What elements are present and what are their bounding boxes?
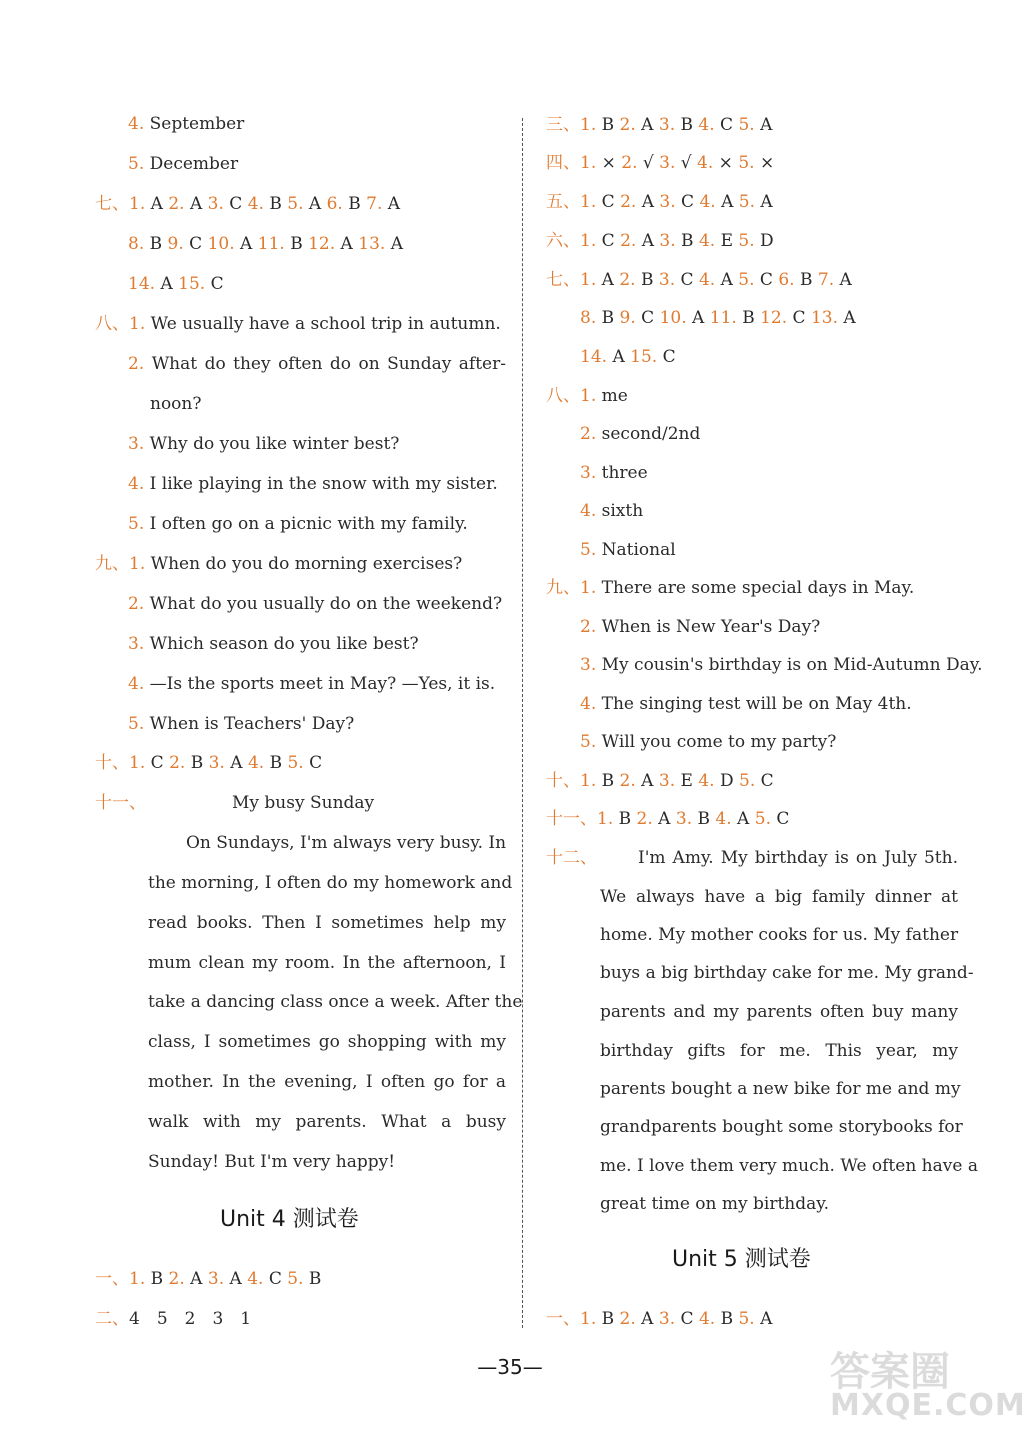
right-essay-line: grandparents bought some storybooks for	[600, 1117, 963, 1137]
unit4-heading: Unit 4 测试卷	[220, 1207, 359, 1232]
right-essay-line: We always have a big family dinner at	[600, 887, 958, 907]
right-q8-2: 2. second/2nd	[580, 424, 701, 444]
right-q8-1: 八、1. me	[546, 386, 628, 406]
right-q5: 五、1. C 2. A 3. C 4. A 5. A	[546, 192, 773, 212]
right-q12-label: 十二、	[546, 848, 597, 868]
left-q8-2: 2. What do they often do on Sunday after-	[128, 354, 506, 374]
watermark-top-text: 答案圈	[830, 1349, 950, 1395]
left-q8-4: 4. I like playing in the snow with my sister.	[128, 474, 498, 494]
left-q10: 十、1. C 2. B 3. A 4. B 5. C	[95, 753, 323, 773]
left-q8-3: 3. Why do you like winter best?	[128, 434, 400, 454]
left-essay-line: read books. Then I sometimes help my	[148, 913, 506, 933]
left-essay-line: mum clean my room. In the afternoon, I	[148, 953, 506, 973]
unit4-q1: 一、1. B 2. A 3. A 4. C 5. B	[95, 1269, 322, 1289]
unit4-q2: 二、4 5 2 3 1	[95, 1309, 252, 1329]
right-q8-4: 4. sixth	[580, 501, 644, 521]
right-q6: 六、1. C 2. A 3. B 4. E 5. D	[546, 231, 774, 251]
left-q8-2-cont: noon?	[150, 394, 202, 414]
left-q9-2: 2. What do you usually do on the weekend?	[128, 594, 503, 614]
left-essay-line: take a dancing class once a week. After the	[148, 992, 523, 1012]
left-essay-title: My busy Sunday	[232, 793, 375, 813]
left-q8-1: 八、1. We usually have a school trip in autumn.	[95, 314, 501, 334]
right-q10: 十、1. B 2. A 3. E 4. D 5. C	[546, 771, 774, 791]
left-essay-line: walk with my parents. What a busy	[148, 1112, 506, 1132]
right-q9-2: 2. When is New Year's Day?	[580, 617, 821, 637]
right-essay-line: great time on my birthday.	[600, 1194, 830, 1214]
left-q9-1: 九、1. When do you do morning exercises?	[95, 554, 463, 574]
left-essay-line: Sunday! But I'm very happy!	[148, 1152, 396, 1172]
unit5-heading: Unit 5 测试卷	[672, 1247, 811, 1272]
right-q7-row1: 七、1. A 2. B 3. C 4. A 5. C 6. B 7. A	[546, 270, 852, 290]
right-q9-5: 5. Will you come to my party?	[580, 732, 837, 752]
left-l2: 5. December	[128, 154, 239, 174]
watermark-logo	[830, 1340, 1026, 1425]
right-q9-3: 3. My cousin's birthday is on Mid-Autumn Day.	[580, 655, 983, 675]
left-q9-5: 5. When is Teachers' Day?	[128, 714, 355, 734]
right-q11: 十一、1. B 2. A 3. B 4. A 5. C	[546, 809, 790, 829]
right-essay-first: I'm Amy. My birthday is on July 5th.	[638, 848, 958, 868]
right-q7-row3: 14. A 15. C	[580, 347, 676, 367]
left-q7-row2: 8. B 9. C 10. A 11. B 12. A 13. A	[128, 234, 403, 254]
left-essay-line: the morning, I often do my homework and	[148, 873, 513, 893]
unit5-q1: 一、1. B 2. A 3. C 4. B 5. A	[546, 1309, 773, 1329]
right-q8-5: 5. National	[580, 540, 676, 560]
right-q4: 四、1. × 2. √ 3. √ 4. × 5. ×	[546, 153, 775, 173]
left-q9-3: 3. Which season do you like best?	[128, 634, 419, 654]
right-essay-line: home. My mother cooks for us. My father	[600, 925, 959, 945]
right-essay-line: parents bought a new bike for me and my	[600, 1079, 961, 1099]
right-q3: 三、1. B 2. A 3. B 4. C 5. A	[546, 115, 773, 135]
watermark-bottom-text: MXQE.COM	[830, 1388, 1026, 1423]
page-number: —35—	[477, 1355, 543, 1379]
column-divider	[522, 118, 523, 1328]
left-essay-line: On Sundays, I'm always very busy. In	[186, 833, 507, 853]
left-essay-line: mother. In the evening, I often go for a	[148, 1072, 506, 1092]
left-q7-row1: 七、1. A 2. A 3. C 4. B 5. A 6. B 7. A	[95, 194, 401, 214]
left-q7-row3: 14. A 15. C	[128, 274, 224, 294]
right-essay-line: birthday gifts for me. This year, my	[600, 1041, 958, 1061]
left-essay-line: class, I sometimes go shopping with my	[148, 1032, 506, 1052]
left-l1: 4. September	[128, 114, 245, 134]
left-q8-5: 5. I often go on a picnic with my family.	[128, 514, 468, 534]
right-essay-line: me. I love them very much. We often have a	[600, 1156, 978, 1176]
right-q9-1: 九、1. There are some special days in May.	[546, 578, 915, 598]
right-essay-line: buys a big birthday cake for me. My grand-	[600, 963, 974, 983]
left-q9-4: 4. —Is the sports meet in May? —Yes, it is.	[128, 674, 496, 694]
right-q8-3: 3. three	[580, 463, 648, 483]
right-q9-4: 4. The singing test will be on May 4th.	[580, 694, 912, 714]
right-essay-line: parents and my parents often buy many	[600, 1002, 958, 1022]
left-q11-label: 十一、	[95, 793, 146, 813]
right-q7-row2: 8. B 9. C 10. A 11. B 12. C 13. A	[580, 308, 856, 328]
